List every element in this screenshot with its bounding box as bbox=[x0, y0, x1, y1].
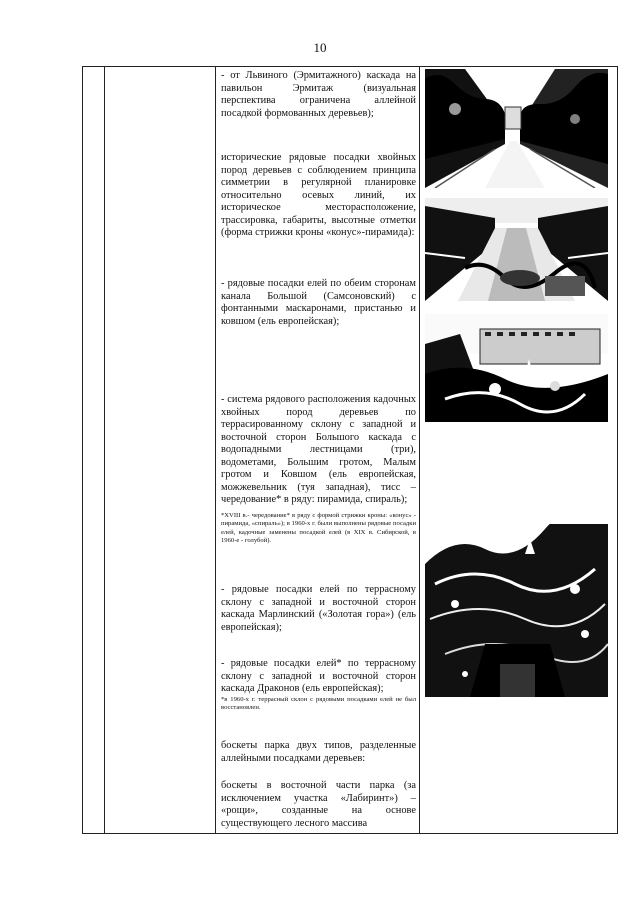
table-column-border bbox=[419, 66, 420, 834]
paragraph-grand-cascade: - система рядового расположения кадочных хвойных пород деревьев по террасированному склону с западной и восточной сторон Большого каскада с водопадными лестницами (три), водометами, Большим гротом, Малым гротом и Ковшом (ель европейская, можжевельник (туя западная), тисс – чередование* в ряду: пирамида, спираль); bbox=[221, 394, 416, 505]
footnote-alternation: *XVIII в.- чередование* в ряду с формой стрижки кроны: «конус» - пирамида, «спираль»); в 1960-х г. были выполнены рядовые посадки елей, кадочные заменены посадкой елей (в XIX в. Сибирской, в 1960-е - голубой). bbox=[221, 512, 416, 544]
paragraph-bosquets: боскеты парка двух типов, разделенные аллейными посадками деревьев: bbox=[221, 740, 416, 764]
table-column-border bbox=[82, 66, 83, 834]
photo-terraced-slope bbox=[425, 524, 608, 697]
table-column-border bbox=[104, 66, 105, 834]
paragraph-golden-hill: - рядовые посадки елей по террасному склону с западной и восточной сторон каскада Марлинский («Золотая гора») (ель европейская); bbox=[221, 584, 416, 633]
paragraph-east-bosquets: боскеты в восточной части парка (за исключением участка «Лабиринт») – «рощи», созданные на основе существующего лесного массива bbox=[221, 780, 416, 829]
footnote-terrace: *в 1960-х г. террасный склон с рядовыми посадками елей не был восстановлен. bbox=[221, 696, 416, 712]
paragraph-dragon-cascade: - рядовые посадки елей* по террасному склону с западной и восточной сторон каскада Драконов (ель европейская); bbox=[221, 658, 416, 694]
table-bottom-border bbox=[82, 833, 618, 834]
table-column-border bbox=[617, 66, 618, 834]
table-column-border bbox=[215, 66, 216, 834]
photo-hermitage-alley bbox=[425, 69, 608, 188]
table-top-border bbox=[82, 66, 618, 67]
photo-samson-canal bbox=[425, 198, 608, 301]
page-number: 10 bbox=[313, 40, 327, 55]
photo-grand-cascade bbox=[425, 314, 608, 422]
paragraph-samson-canal: - рядовые посадки елей по обеим сторонам канала Большой (Самсоновский) с фонтанными маскаронами, пристанью и ковшом (ель европейская); bbox=[221, 278, 416, 327]
paragraph-conifer-plantings: исторические рядовые посадки хвойных пород деревьев с соблюдением принципа симметрии в регулярной планировке относительно осевых линий, их историческое месторасположение, трассировка, габариты, высотные отметки (форма стрижки кроны «конус»-пирамида): bbox=[221, 152, 416, 238]
paragraph-hermitage-view: - от Львиного (Эрмитажного) каскада на павильон Эрмитаж (визуальная перспектива ограничена аллейной посадкой формованных деревьев); bbox=[221, 70, 416, 119]
